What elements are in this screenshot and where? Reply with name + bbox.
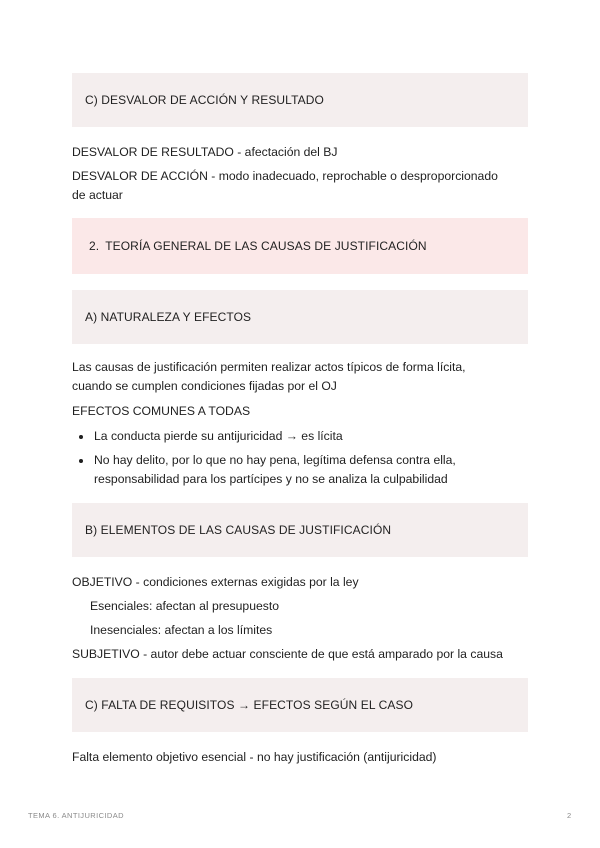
section-header-desvalor xyxy=(72,73,528,127)
desvalor-resultado-text: DESVALOR DE RESULTADO - afectación del BJ xyxy=(72,145,338,159)
footer-title: TEMA 6. ANTIJURICIDAD xyxy=(28,811,124,820)
bullet-icon xyxy=(79,435,83,439)
desvalor-accion-text-1: DESVALOR DE ACCIÓN - modo inadecuado, reprochable o desproporcionado xyxy=(72,169,498,183)
efectos-label: EFECTOS COMUNES A TODAS xyxy=(72,404,251,418)
section-header-label: C) FALTA DE REQUISITOS → EFECTOS SEGÚN EL CASO xyxy=(85,698,414,712)
list-item xyxy=(72,427,528,447)
section-header-falta xyxy=(72,678,528,732)
section-header-label: A) NATURALEZA Y EFECTOS xyxy=(85,310,252,324)
list-item xyxy=(72,451,528,490)
section-header-label: C) DESVALOR DE ACCIÓN Y RESULTADO xyxy=(85,93,324,107)
section-header-label: B) ELEMENTOS DE LAS CAUSAS DE JUSTIFICACIÓN xyxy=(85,523,392,537)
list-item-text: responsabilidad para los partícipes y no se analiza la culpabilidad xyxy=(94,472,448,486)
desvalor-accion-text-2: de actuar xyxy=(72,188,123,202)
section-number: 2. xyxy=(89,239,100,253)
section-header-naturaleza xyxy=(72,290,528,344)
section-header-label: TEORÍA GENERAL DE LAS CAUSAS DE JUSTIFICACIÓN xyxy=(105,239,427,253)
objetivo-text: OBJETIVO - condiciones externas exigidas por la ley xyxy=(72,575,359,589)
inesenciales-text: Inesenciales: afectan a los límites xyxy=(90,623,273,637)
list-item-text: La conducta pierde su antijuricidad → es lícita xyxy=(94,429,343,443)
naturaleza-text-1: Las causas de justificación permiten realizar actos típicos de forma lícita, xyxy=(72,360,466,374)
esenciales-text: Esenciales: afectan al presupuesto xyxy=(90,599,280,613)
page-number: 2 xyxy=(567,811,572,820)
section-header-teoria xyxy=(72,218,528,274)
bullet-icon xyxy=(79,459,83,463)
efectos-list xyxy=(72,427,528,494)
subjetivo-text: SUBJETIVO - autor debe actuar consciente de que está amparado por la causa xyxy=(72,647,503,661)
naturaleza-text-2: cuando se cumplen condiciones fijadas por el OJ xyxy=(72,379,337,393)
falta-text: Falta elemento objetivo esencial - no hay justificación (antijuricidad) xyxy=(72,750,437,764)
list-item-text: No hay delito, por lo que no hay pena, legítima defensa contra ella, xyxy=(94,452,456,467)
section-header-elementos xyxy=(72,503,528,557)
